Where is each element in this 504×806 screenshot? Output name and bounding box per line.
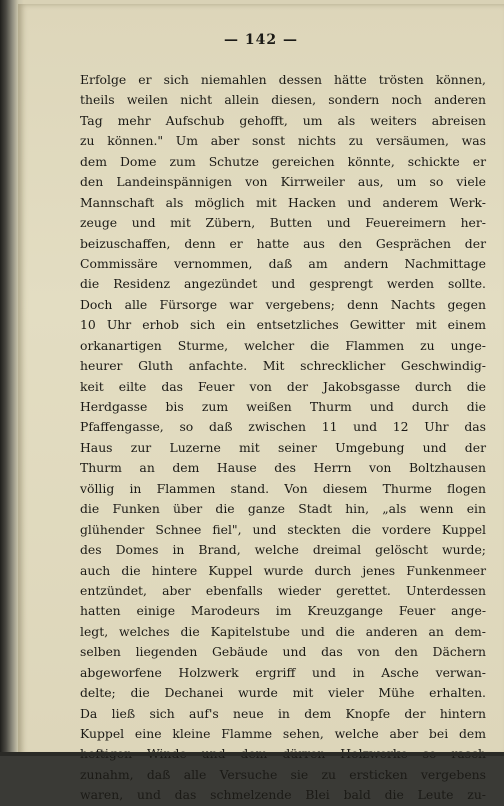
- text-line: theils weilen nicht allein diesen, sondern noch anderen: [80, 92, 486, 108]
- page-paper: [18, 4, 504, 803]
- text-line: zu können." Um aber sonst nichts zu versäumen, was: [80, 133, 486, 149]
- text-line: dem Dome zum Schutze gereichen könnte, schickte er: [80, 153, 486, 169]
- text-line: zeuge und mit Zübern, Butten und Feuereimern her-: [80, 215, 486, 231]
- text-line: beizuschaffen, denn er hatte aus den Gesprächen der: [80, 235, 486, 251]
- text-line: Erfolge er sich niemahlen dessen hätte trösten können,: [80, 72, 486, 87]
- body-text: [80, 70, 486, 806]
- text-line: Mannschaft als möglich mit Hacken und anderem Werk-: [80, 194, 486, 210]
- scan-bottom-edge: [0, 752, 504, 756]
- text-line: die Funken über die ganze Stadt hin, „als wenn ein: [80, 501, 486, 517]
- text-line: hatten einige Marodeurs im Kreuzgange Feuer ange-: [80, 603, 486, 619]
- text-line: Da ließ sich auf's neue in dem Knopfe der hintern: [80, 705, 486, 721]
- text-line: den Landeinspännigen von Kirrweiler aus, um so viele: [80, 174, 486, 190]
- text-line: Doch alle Fürsorge war vergebens; denn Nachts gegen: [80, 296, 486, 312]
- text-line: Pfaffengasse, so daß zwischen 11 und 12 Uhr das: [80, 419, 486, 435]
- text-line: die Residenz angezündet und gesprengt werden sollte.: [80, 276, 486, 292]
- text-line: völlig in Flammen stand. Von diesem Thurme flogen: [80, 480, 486, 496]
- text-line: des Domes in Brand, welche dreimal gelöscht wurde;: [80, 542, 486, 558]
- text-line: orkanartigen Sturme, welcher die Flammen zu unge-: [80, 337, 486, 353]
- text-line: Kuppel eine kleine Flamme sehen, welche aber bei dem: [80, 726, 486, 741]
- text-line: Herdgasse bis zum weißen Thurm und durch die: [80, 399, 486, 414]
- text-line: legt, welches die Kapitelstube und die anderen an dem-: [80, 623, 486, 639]
- text-line: 10 Uhr erhob sich ein entsetzliches Gewitter mit einem: [80, 317, 486, 333]
- text-line: abgeworfene Holzwerk ergriff und in Asche verwan-: [80, 664, 486, 680]
- text-line: Haus zur Luzerne mit seiner Umgebung und der: [80, 439, 486, 455]
- text-line: glühender Schnee fiel", und steckten die vordere Kuppel: [80, 521, 486, 537]
- text-line: zunahm, daß alle Versuche sie zu ersticken vergebens: [80, 766, 486, 782]
- text-line: heurer Gluth anfachte. Mit schrecklicher Geschwindig-: [80, 358, 486, 374]
- text-line: delte; die Dechanei wurde mit vieler Mühe erhalten.: [80, 685, 486, 701]
- text-line: keit eilte das Feuer von der Jakobsgasse durch die: [80, 378, 486, 394]
- text-line: Tag mehr Aufschub gehofft, um als weiters abreisen: [80, 112, 486, 128]
- text-line: auch die hintere Kuppel wurde durch jenes Funkenmeer: [80, 562, 486, 578]
- text-line: entzündet, aber ebenfalls wieder gerettet. Unterdessen: [80, 582, 486, 598]
- text-line: Thurm an dem Hause des Herrn von Boltzhausen: [80, 460, 486, 476]
- text-line: Commissäre vernommen, daß am andern Nachmittage: [80, 255, 486, 271]
- page-number-header: — 142 —: [224, 32, 298, 48]
- text-line: selben liegenden Gebäude und das von den Dächern: [80, 644, 486, 660]
- text-line: waren, und das schmelzende Blei bald die Leute zu-: [80, 787, 486, 803]
